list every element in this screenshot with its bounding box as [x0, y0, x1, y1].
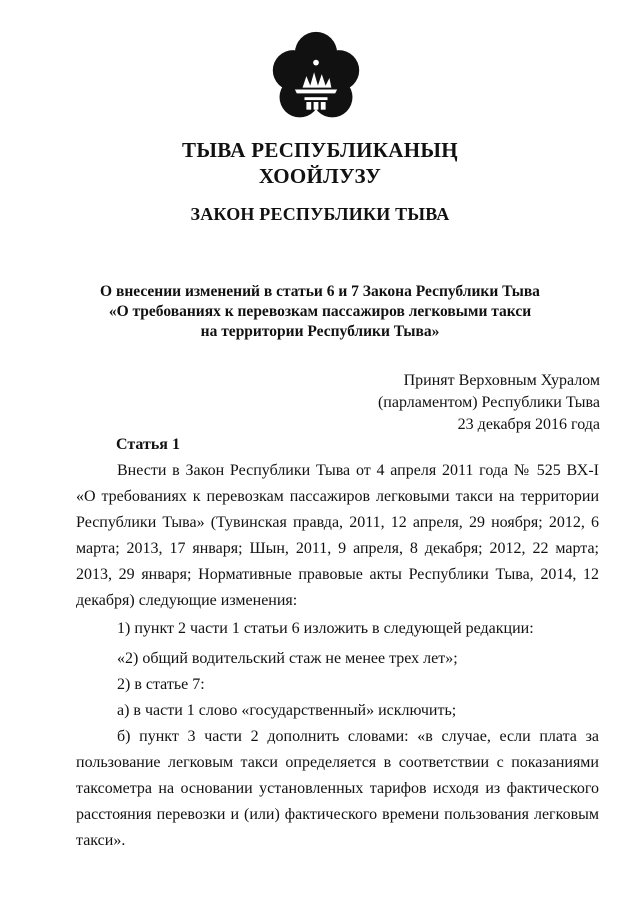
tyva-coat-of-arms-icon	[268, 30, 364, 126]
article-heading: Статья 1	[116, 436, 180, 453]
item-2b: б) пункт 3 части 2 дополнить словами: «в случае, если плата за пользование легковым такси определяется в соответствии с показаниями таксометра на основании установленных тарифов исходя из фактического расстояния перевозки и (или) фактического времени пользования легковым такси».	[76, 728, 599, 849]
subject-line-1: О внесении изменений в статьи 6 и 7 Закона Республики Тыва	[100, 283, 540, 300]
item-2a: а) в части 1 слово «государственный» исключить;	[117, 702, 457, 719]
article-intro-paragraph: Внести в Закон Республики Тыва от 4 апреля 2011 года № 525 ВХ-I «О требованиях к перевозкам пассажиров легковыми такси на территории Республики Тыва» (Тувинская правда, 2011, 12 апреля, 29 ноября; 2012, 6 марта; 2013, 17 января; Шын, 2011, 9 апреля, 8 декабря; 2012, 22 марта; 2013, 29 января; Нормативные правовые акты Республики Тыва, 2014, 12 декабря) следующие изменения:	[76, 462, 599, 609]
law-subject	[0, 282, 640, 342]
law-title: ЗАКОН РЕСПУБЛИКИ ТЫВА	[190, 204, 450, 224]
item-1-text: «2) общий водительский стаж не менее трех лет»;	[117, 650, 458, 667]
adoption-line-2: (парламентом) Республики Тыва	[377, 394, 600, 411]
item-1: 1) пункт 2 части 1 статьи 6 изложить в следующей редакции:	[117, 620, 534, 637]
adoption-date: 23 декабря 2016 года	[457, 416, 600, 433]
adoption-note	[378, 370, 600, 436]
subject-line-2: «О требованиях к перевозкам пассажиров легковыми такси	[108, 303, 532, 320]
item-2: 2) в статье 7:	[117, 676, 205, 693]
subject-line-3: на территории Республики Тыва»	[200, 323, 440, 340]
adoption-line-1: Принят Верховным Хуралом	[403, 372, 600, 389]
title-line-1: ТЫВА РЕСПУБЛИКАНЫҢ	[182, 138, 458, 162]
title-line-2: ХООЙЛУЗУ	[258, 164, 382, 188]
